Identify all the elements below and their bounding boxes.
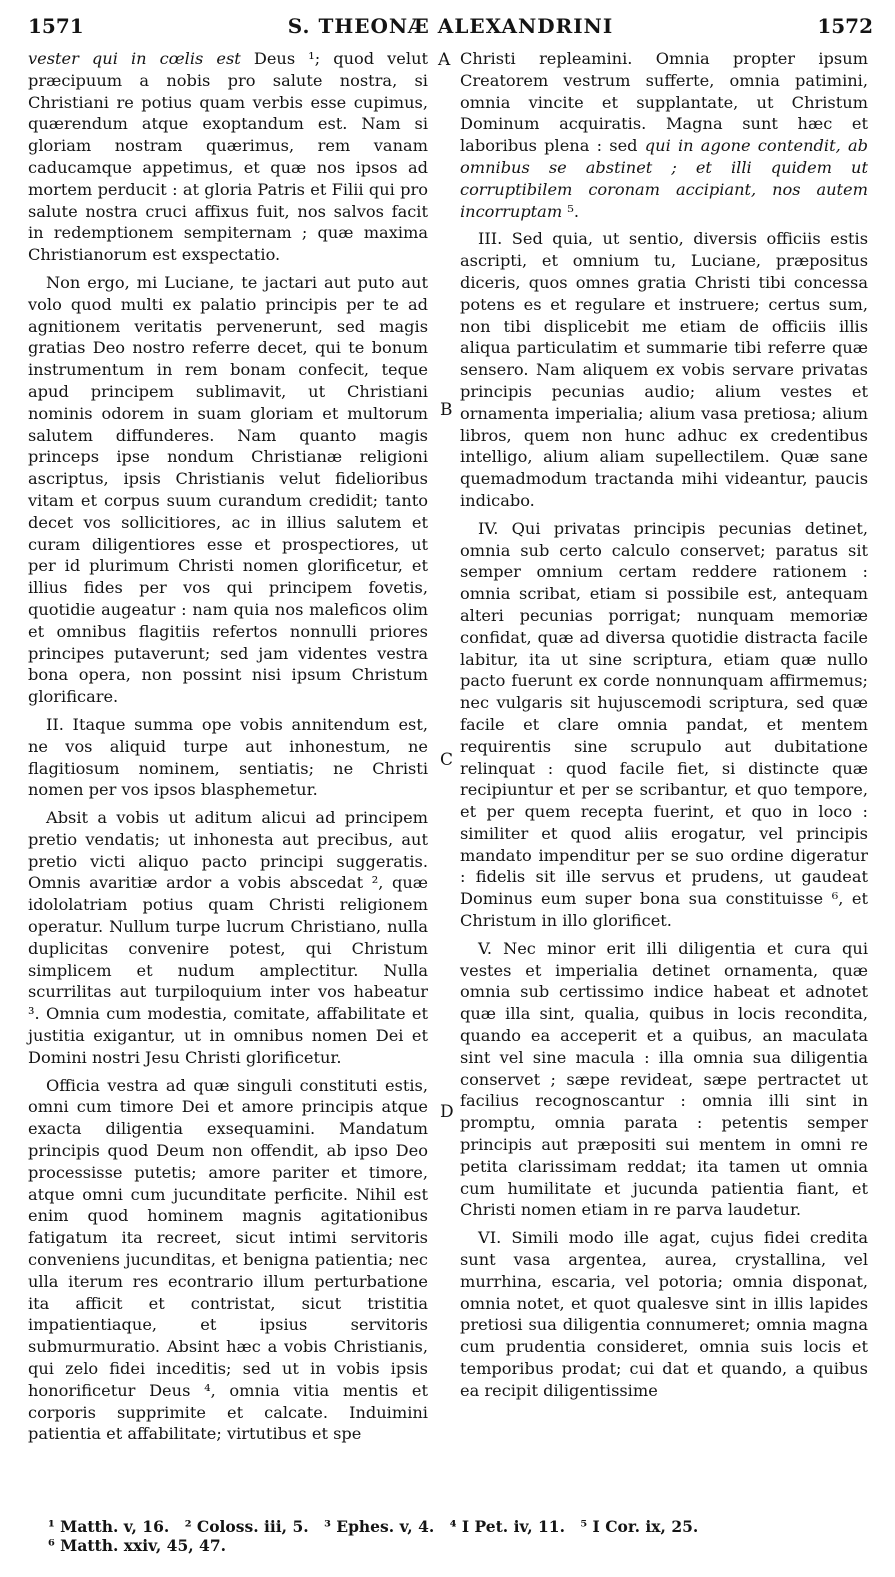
page-number-left: 1571 xyxy=(28,14,84,38)
footnote: ⁴ I Pet. iv, 11. xyxy=(449,1517,565,1536)
paragraph: Officia vestra ad quæ singuli constituti estis, omni cum timore Dei et amore principis atque exacta diligentia exsequamini. Mandatum principis quod Deum non offendit, ab ipso Deo processisse putetis; amore pariter et timore, atque omni cum jucunditate perficite. Nihil est enim quod hominem magnis agitationibus fatigatum ita recreet, sicut intimi servitoris conveniens jucunditas, et benigna patientia; nec ulla iterum res econtrario illum perturbatione ita afficit et contristat, sicut tristitia impatientiaque, et ipsius servitoris submurmuratio. Absint hæc a vobis Christianis, qui zelo fidei inceditis; sed ut in vobis ipsis honorificetur Deus ⁴, omnia vitia mentis et corporis supprimite et calcate. Induimini patientia et affabilitate; virtutibus et spe xyxy=(28,1075,428,1444)
paragraph-text: Deus ¹; quod velut præcipuum a nobis pro salute nostra, si Christiani re potius quam verbis esse cupimus, quærendum atque exoptandum est. Nam si gloriam nostram quærimus, rem vanam caducamque appetimus, et quæ nos ipsos ad mortem perducit : at gloria Patris et Filii qui pro salute nostra cruci affixus fuit, nos salvos facit in redemptionem sempiternam ; quæ maxima Christianorum est exspectatio. xyxy=(28,49,428,265)
left-column xyxy=(28,48,428,1451)
paragraph xyxy=(460,48,868,222)
right-column xyxy=(460,48,868,1408)
footnote: ³ Ephes. v, 4. xyxy=(324,1517,435,1536)
footnote: ⁶ Matth. xxiv, 45, 47. xyxy=(48,1536,227,1555)
paragraph: Absit a vobis ut aditum alicui ad principem pretio vendatis; ut inhonesta aut precibus, aut pretio victi aliquo pacto principi suggeratis. Omnis avaritiæ ardor a vobis abscedat ², quæ idololatriam potius quam Christi religionem operatur. Nullum turpe lucrum Christiano, nulla duplicitas convenire potest, qui Christum simplicem et nudum amplectitur. Nulla scurrilitas aut turpiloquium inter vos habeatur ³. Omnia cum modestia, comitate, affabilitate et justitia exigantur, ut in omnibus nomen Dei et Domini nostri Jesu Christi glorificetur. xyxy=(28,808,428,1067)
footnote: ⁵ I Cor. ix, 25. xyxy=(580,1517,699,1536)
running-title: S. THEONÆ ALEXANDRINI xyxy=(287,14,614,38)
paragraph-text: Christi repleamini. Omnia propter ipsum Creatorem vestrum sufferte, omnia patimini, omnia vincite et supplantate, ut Christum Dominum acquiratis. Magna sunt hæc et laboribus plena : sed xyxy=(460,49,868,156)
paragraph xyxy=(28,48,428,266)
margin-mark-d: D xyxy=(440,1102,454,1122)
paragraph-section-iv: IV. Qui privatas principis pecunias detinet, omnia sub certo calculo conservet; paratus sit semper omnium certam reddere rationem : omnia scribat, etiam si possibile est, antequam alteri pecunias porrigat; nunquam memoriæ confidat, quæ ad diversa quotidie distracta facile labitur, ita ut sine scriptura, etiam quæ nullo pacto fuerunt ex corde nonnunquam affirmemus; nec vulgaris sit hujuscemodi scriptura, sed quæ facile et clare omnia pandat, et mentem requirentis sine scrupulo aut dubitatione relinquat : quod facile fiet, si distincte quæ recipiuntur et per se scribantur, et quo tempore, et per quem recepta fuerint, et quo in loco : similiter et quod aliis erogatur, vel principis mandato impenditur per se suo ordine digeratur : fidelis sit ille servus et prudens, ut gaudeat Dominus eum super bona sua constituisse ⁶, et Christum in illo glorificet. xyxy=(460,518,868,931)
paragraph-section-v: V. Nec minor erit illi diligentia et cura qui vestes et imperialia detinet ornamenta, quæ omnia sub certissimo indice habeat et adnotet quæ illa sint, qualia, quibus in locis recondita, quando ea acceperit et a quibus, an maculata sint vel sine macula : illa omnia sua diligentia conservet ; sæpe revideat, sæpe pertractet ut facilius recognoscantur : omnia illi sint in promptu, omnia parata : petentis semper principis aut præpositi sui mentem in omni re petita clarissimam reddat; ita tamen ut omnia cum humilitate et jucunda patientia fiant, et Christi nomen etiam in re parva laudetur. xyxy=(460,938,868,1220)
paragraph: Non ergo, mi Luciane, te jactari aut puto aut volo quod multi ex palatio principis per te ad agnitionem veritatis pervenerunt, sed magis gratias Deo nostro referre decet, qui te bonum instrumentum in rem bonam confecit, teque apud principem sublimavit, ut Christiani nominis odorem in suam gloriam et multorum salutem diffunderes. Nam quanto magis princeps ipse nondum Christianæ religioni ascriptus, ipsis Christianis velut fidelioribus vitam et corpus suum curandum credidit; tanto decet vos sollicitiores, ac in illius salutem et curam diligentiores esse et prospectiores, ut per id plurimum Christi nomen glorificetur, et illius fides per vos qui principem fovetis, quotidie augeatur : nam quia nos maleficos olim et omnibus flagitiis refertos nonnulli priores principes putaverunt; sed jam videntes vestra bona opera, non possint nisi ipsum Christum glorificare. xyxy=(28,272,428,707)
scripture-quote: vester qui in cœlis est xyxy=(28,49,241,68)
scripture-quote: qui in agone contendit, ab omnibus se abstinet ; et illi quidem ut corruptibilem coronam accipiant, nos autem incorruptam xyxy=(460,136,868,221)
margin-mark-a: A xyxy=(438,50,451,70)
footnote-ref: ⁵. xyxy=(562,201,579,221)
paragraph-section-ii: II. Itaque summa ope vobis annitendum est, ne vos aliquid turpe aut inhonestum, ne flagitiosum nominem, sentiatis; ne Christi nomen per vos ipsos blasphemetur. xyxy=(28,714,428,800)
footnotes xyxy=(48,1517,895,1555)
footnote: ² Coloss. iii, 5. xyxy=(184,1517,309,1536)
paragraph-section-vi: VI. Simili modo ille agat, cujus fidei credita sunt vasa argentea, aurea, crystallina, vel murrhina, escaria, vel potoria; omnia disponat, omnia notet, et quot qualesve sint in illis lapides pretiosi sua diligentia connumeret; omnia magna cum prudentia consideret, omnia suis locis et temporibus prodat; cui dat et quando, a quibus ea recipit diligentissime xyxy=(460,1228,868,1400)
paragraph-section-iii: III. Sed quia, ut sentio, diversis officiis estis ascripti, et omnium tu, Luciane, præpositus diceris, quos omnes gratia Christi tibi concessa potens es et regulare et instruere; certus sum, non tibi displicebit me etiam de officiis illis aliqua particulatim et summarie tibi referre quæ sensero. Nam aliquem ex vobis servare privatas principis pecunias audio; alium vestes et ornamenta imperialia; alium vasa pretiosa; alium libros, quem non hunc adhuc ex credentibus intelligo, alium aliam supellectilem. Quæ sane quemadmodum tractanda mihi videantur, paucis indicabo. xyxy=(460,229,868,510)
page-header xyxy=(28,14,873,48)
page-number-right: 1572 xyxy=(817,14,873,38)
margin-mark-c: C xyxy=(440,750,454,770)
margin-mark-b: B xyxy=(440,400,453,420)
footnote: ¹ Matth. v, 16. xyxy=(48,1517,170,1536)
